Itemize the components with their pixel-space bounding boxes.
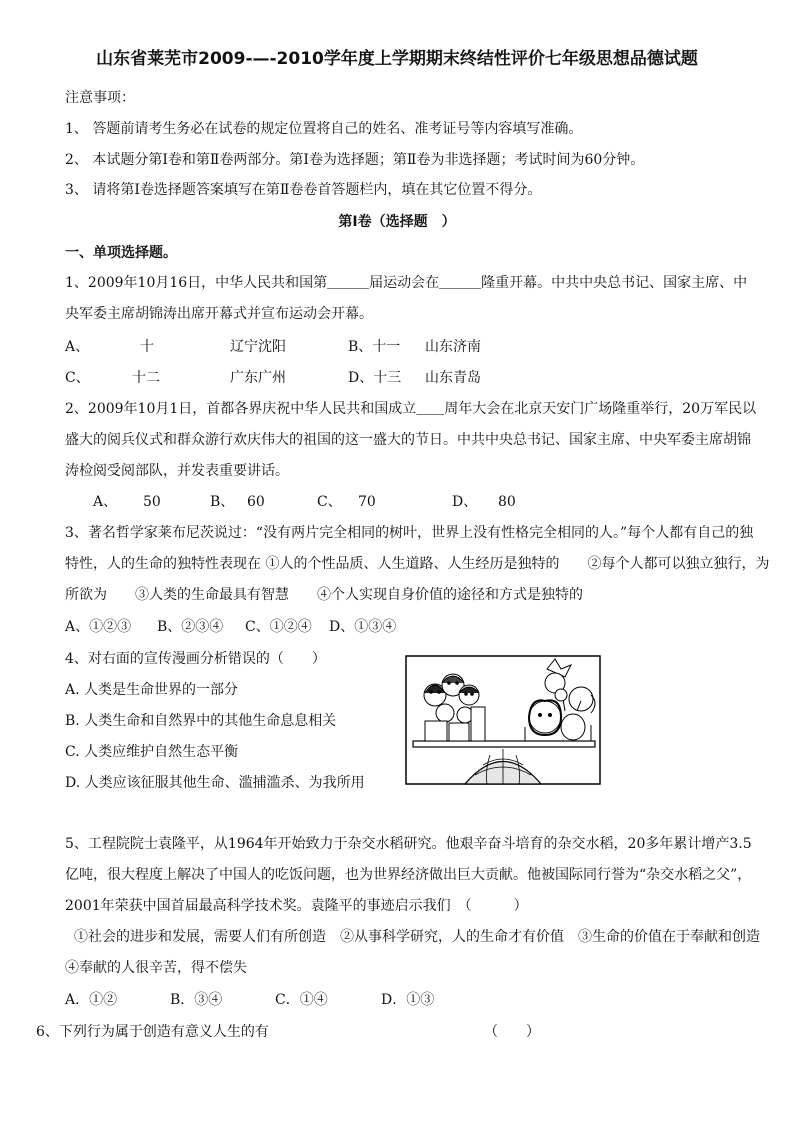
q6-answer-paren: （ ） [484, 1024, 540, 1040]
notice-item: 1、 答题前请考生务必在试卷的规定位置将自己的姓名、准考证号等内容填写准确。 [65, 121, 583, 137]
q5-line: 2001年荣获中国首届最高科学技术奖。袁隆平的事迹启示我们 （ ） [65, 898, 528, 914]
notice-item: 2、 本试题分第Ⅰ卷和第Ⅱ卷两部分。第Ⅰ卷为选择题；第Ⅱ卷为非选择题；考试时间为60分钟。 [65, 152, 645, 168]
q3-option: C、①②④ [245, 619, 312, 635]
q1-option: D、十三 [348, 370, 402, 386]
q5-line: 亿吨，很大程度上解决了中国人的吃饭问题，也为世界经济做出巨大贡献。他被国际同行誉为“杂交水稻之父”， [65, 867, 752, 883]
cartoon-image [405, 655, 601, 785]
q1-option: C、 [65, 370, 90, 386]
notice-item: 3、 请将第Ⅰ卷选择题答案填写在第Ⅱ卷卷首答题栏内，填在其它位置不得分。 [65, 182, 542, 198]
q5-line: ①社会的进步和发展，需要人们有所创造 ②从事科学研究，人的生命才有价值 ③生命的价值在于奉献和创造 [74, 929, 760, 945]
q5-option: D．①③ [381, 992, 435, 1008]
notice-heading: 注意事项： [65, 90, 135, 106]
q5-option: C．①④ [275, 992, 328, 1008]
q2-line: 2、2009年10月1日，首都各界庆祝中华人民共和国成立＿＿周年大会在北京天安门广场隆重举行，20万军民以 [65, 401, 757, 417]
q1-line: 1、2009年10月16日，中华人民共和国第＿＿＿届运动会在＿＿＿隆重开幕。中共中央总书记、国家主席、中 [65, 275, 748, 291]
q6-stem: 6、下列行为属于创造有意义人生的有 [36, 1024, 269, 1040]
q1-option: 十 [140, 339, 154, 355]
q1-option: 广东广州 [230, 370, 286, 386]
q2-option: C、 [317, 494, 342, 510]
section-title: 第Ⅰ卷（选择题 ） [338, 214, 456, 230]
q3-line: 所欲为 ③人类的生命最具有智慧 ④个人实现自身价值的途径和方式是独特的 [65, 587, 583, 603]
q3-option: A、①②③ [65, 619, 132, 635]
q4-option: B. 人类生命和自然界中的其他生命息息相关 [65, 713, 337, 729]
q3-line: 特性，人的生命的独特性表现在 ①人的个性品质、人生道路、人生经历是独特的 ②每个人都可以独立独行，为 [65, 556, 770, 572]
q2-line: 涛检阅受阅部队，并发表重要讲话。 [65, 463, 289, 479]
q2-option: 80 [498, 494, 516, 510]
q2-option: B、 [210, 494, 235, 510]
q3-line: 3、著名哲学家莱布尼茨说过：“没有两片完全相同的树叶，世界上没有性格完全相同的人。”每个人都有自己的独 [65, 525, 754, 541]
q4-option: D. 人类应该征服其他生命、滥捕滥杀、为我所用 [65, 775, 365, 791]
q3-option: D、①③④ [329, 619, 397, 635]
q5-line: 5、工程院院士袁隆平，从1964年开始致力于杂交水稻研究。他艰辛奋斗培育的杂交水稻，20多年累计增产3.5 [65, 836, 752, 852]
q4-stem: 4、对右面的宣传漫画分析错误的（ ） [65, 651, 326, 667]
q2-option: 60 [247, 494, 265, 510]
q1-option: 山东济南 [425, 339, 481, 355]
q4-option: C. 人类应维护自然生态平衡 [65, 744, 239, 760]
q2-option: D、 [452, 494, 478, 510]
q3-option: B、②③④ [157, 619, 224, 635]
q2-line: 盛大的阅兵仪式和群众游行欢庆伟大的祖国的这一盛大的节日。中共中央总书记、国家主席、中央军委主席胡锦 [65, 432, 751, 448]
q2-option: 70 [358, 494, 376, 510]
q2-option: 50 [143, 494, 161, 510]
q1-option: 十二 [132, 370, 160, 386]
part-title: 一、单项选择题。 [65, 245, 177, 261]
q1-option: B、十一 [348, 339, 401, 355]
q2-option: A、 [93, 494, 118, 510]
exam-title: 山东省莱芜市2009-—-2010学年度上学期期末终结性评价七年级思想品德试题 [96, 49, 698, 69]
q5-option: B．③④ [170, 992, 223, 1008]
q1-option: A、 [65, 339, 90, 355]
q1-option: 辽宁沈阳 [230, 339, 286, 355]
q1-line: 央军委主席胡锦涛出席开幕式并宣布运动会开幕。 [65, 306, 373, 322]
q4-option: A. 人类是生命世界的一部分 [65, 682, 239, 698]
q1-option: 山东青岛 [425, 370, 481, 386]
q5-option: A．①② [65, 992, 118, 1008]
q5-line: ④奉献的人很辛苦，得不偿失 [65, 960, 247, 976]
